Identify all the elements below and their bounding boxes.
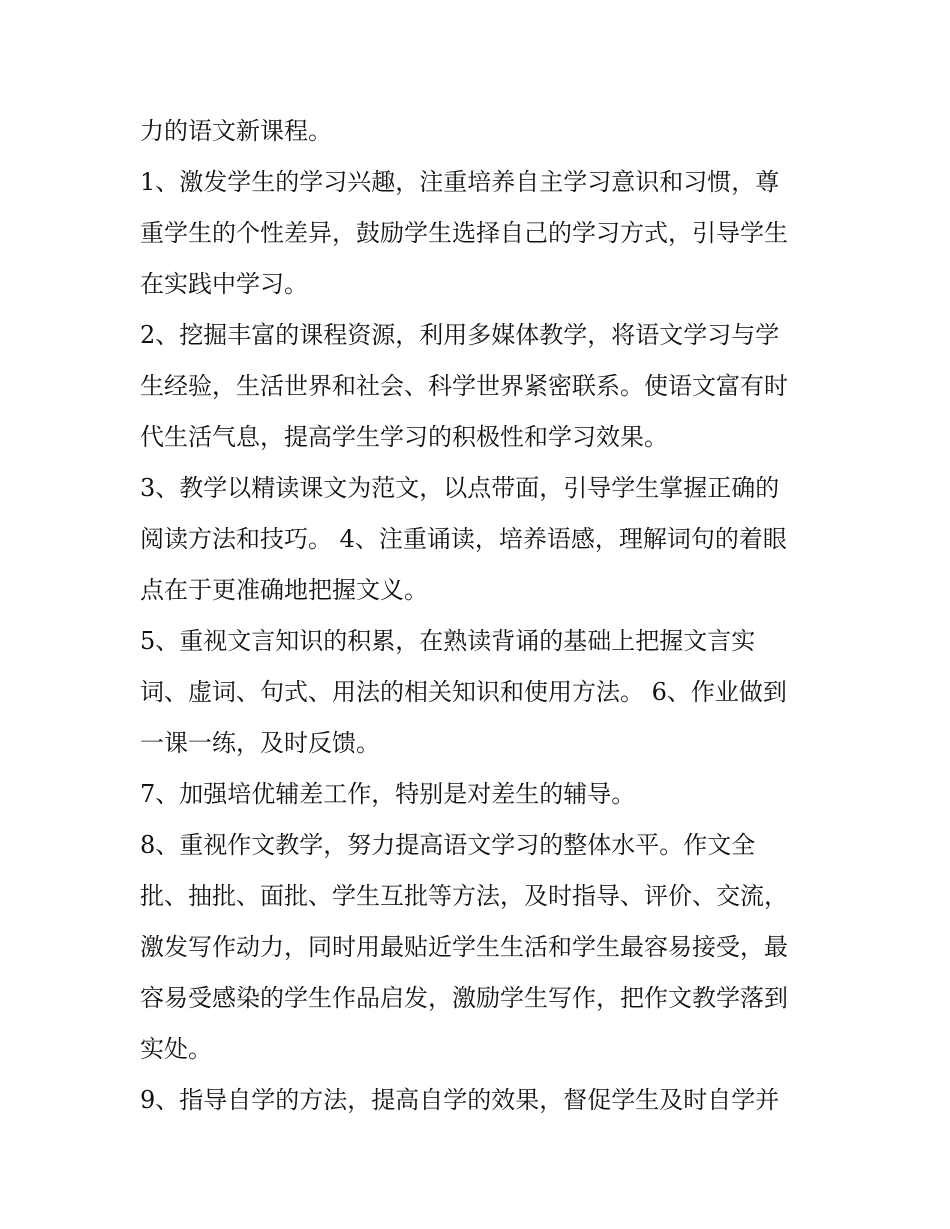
document-body — [140, 106, 820, 1126]
text-line: 力的语文新课程。 — [140, 117, 332, 145]
text-line: 一课一练，及时反馈。 — [140, 729, 380, 757]
text-line: 点在于更准确地把握文义。 — [140, 576, 428, 604]
text-line: 5、重视文言知识的积累，在熟读背诵的基础上把握文言实 — [140, 627, 756, 655]
text-line: 实处。 — [140, 1035, 212, 1063]
text-line: 在实践中学习。 — [140, 270, 308, 298]
text-line: 7、加强培优辅差工作，特别是对差生的辅导。 — [140, 780, 636, 808]
text-line: 词、虚词、句式、用法的相关知识和使用方法。 6、作业做到 — [140, 678, 787, 706]
text-line: 批、抽批、面批、学生互批等方法，及时指导、评价、交流， — [140, 882, 788, 910]
text-line: 2、挖掘丰富的课程资源，利用多媒体教学，将语文学习与学 — [140, 321, 780, 349]
text-line: 阅读方法和技巧。 4、注重诵读，培养语感，理解词句的着眼 — [140, 525, 787, 553]
text-line: 8、重视作文教学，努力提高语文学习的整体水平。作文全 — [140, 831, 756, 859]
text-line: 激发写作动力，同时用最贴近学生生活和学生最容易接受，最 — [140, 933, 788, 961]
text-line: 3、教学以精读课文为范文，以点带面，引导学生掌握正确的 — [140, 474, 780, 502]
text-line: 代生活气息，提高学生学习的积极性和学习效果。 — [140, 423, 668, 451]
text-line: 生经验，生活世界和社会、科学世界紧密联系。使语文富有时 — [140, 372, 788, 400]
text-line: 容易受感染的学生作品启发，激励学生写作，把作文教学落到 — [140, 984, 788, 1012]
text-line: 1、激发学生的学习兴趣，注重培养自主学习意识和习惯，尊 — [140, 168, 780, 196]
text-line: 重学生的个性差异，鼓励学生选择自己的学习方式，引导学生 — [140, 219, 788, 247]
text-line: 9、指导自学的方法，提高自学的效果，督促学生及时自学并 — [140, 1086, 780, 1114]
